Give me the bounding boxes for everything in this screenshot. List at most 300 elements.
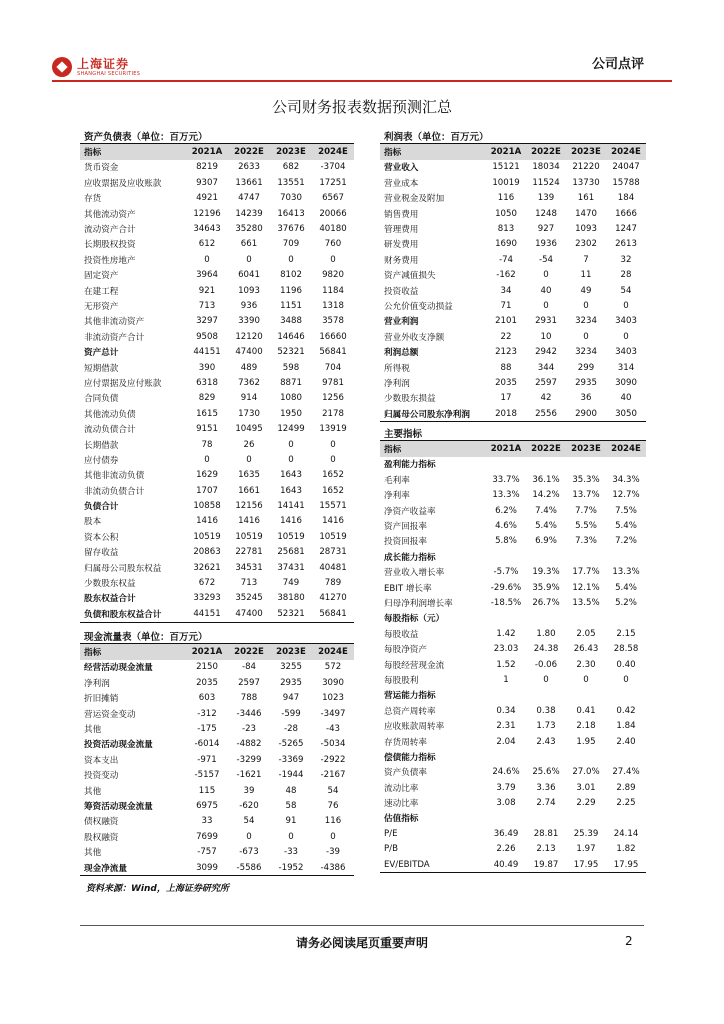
row-label: 归属母公司股东权益 [84, 563, 162, 574]
column-header: 2024E [606, 441, 646, 457]
table-cell: 1248 [535, 208, 557, 219]
page-number: 2 [625, 934, 633, 948]
table-cell [526, 611, 566, 626]
table-row [80, 529, 354, 544]
table-row [380, 391, 646, 406]
table-cell: 76 [327, 800, 339, 811]
row-label: 归母净利润增长率 [384, 598, 453, 609]
table-cell: 704 [324, 362, 342, 373]
row-label: 归属母公司股东净利润 [380, 406, 486, 422]
table-cell: 709 [282, 239, 300, 250]
table-row [380, 191, 646, 206]
row-label: 营业利润 [384, 317, 419, 328]
table-cell: 13.5% [572, 597, 600, 608]
table-row [80, 814, 354, 829]
table-cell: 1652 [322, 470, 344, 481]
table-row [80, 798, 354, 813]
table-cell: 58 [285, 800, 297, 811]
row-label: 应收票据及应收账款 [84, 178, 162, 189]
row-label: 其他非流动负债 [84, 471, 145, 482]
table-cell: 22 [500, 331, 512, 342]
table-cell: 35280 [235, 224, 263, 235]
column-header: 2021A [486, 144, 526, 160]
table-cell: 18034 [532, 162, 560, 173]
balance-sheet-table [80, 128, 354, 623]
table-cell: 1023 [322, 693, 344, 704]
table-cell: 15121 [492, 162, 520, 173]
table-cell: 598 [282, 362, 300, 373]
table-row [80, 768, 354, 783]
table-cell: 17.7% [572, 567, 600, 578]
table-cell: 2.15 [616, 628, 636, 639]
table-cell [526, 749, 566, 764]
table-row [380, 703, 646, 718]
row-label: 长期股权投资 [84, 240, 136, 251]
table-cell: 49 [580, 285, 592, 296]
column-header: 2022E [526, 144, 566, 160]
table-cell: 6567 [322, 193, 344, 204]
table-cell: 2178 [322, 408, 344, 419]
table-cell: 1247 [615, 224, 637, 235]
table-cell: 40.49 [486, 857, 526, 873]
table-cell: 16413 [277, 208, 305, 219]
table-cell: 2.04 [496, 736, 516, 747]
row-label: 资本公积 [84, 532, 119, 543]
table-cell: 52321 [277, 347, 305, 358]
table-cell [606, 611, 646, 626]
table-cell: 3390 [238, 316, 260, 327]
table-cell: 13.7% [572, 490, 600, 501]
table-cell: 2018 [486, 406, 526, 422]
table-row [380, 672, 646, 687]
table-row [380, 283, 646, 298]
table-cell: 5.4% [535, 521, 557, 532]
row-label: 净利润 [84, 678, 110, 689]
table-row [380, 237, 646, 252]
table-cell: 1.95 [576, 736, 596, 747]
table-cell: 40180 [319, 224, 347, 235]
table-row [380, 718, 646, 733]
table-cell: 713 [240, 578, 258, 589]
table-cell: 7.5% [615, 505, 637, 516]
table-cell: 299 [577, 362, 595, 373]
table-cell: 2931 [535, 316, 557, 327]
table-cell: 3099 [186, 860, 228, 876]
table-cell: 0 [583, 300, 589, 311]
table-cell: 36 [580, 393, 592, 404]
table-cell: 6.9% [535, 536, 557, 547]
table-cell: 2.26 [496, 844, 516, 855]
row-label: 资产总计 [84, 348, 119, 359]
table-cell: 17.95 [606, 857, 646, 873]
table-cell: 914 [240, 393, 258, 404]
table-cell: 3403 [615, 316, 637, 327]
table-row [80, 406, 354, 421]
brand-name-cn: 上海证券 [77, 56, 130, 71]
row-label: 经营活动现金流量 [84, 663, 153, 674]
row-label: 流动比率 [384, 783, 419, 794]
table-cell: 1416 [280, 516, 302, 527]
table-cell: 15788 [612, 177, 640, 188]
table-cell: 27.0% [572, 767, 600, 778]
table-cell: 48 [285, 785, 297, 796]
table-cell: 5.2% [615, 597, 637, 608]
column-header: 2023E [270, 144, 312, 160]
row-label: 存货 [84, 194, 102, 205]
row-label: 筹资活动现金流量 [84, 801, 153, 812]
table-row [380, 329, 646, 344]
row-label: 管理费用 [384, 225, 419, 236]
column-header: 指标 [80, 644, 186, 660]
table-cell: 1318 [322, 300, 344, 311]
row-label: 少数股东权益 [84, 579, 136, 590]
row-label: 债权融资 [84, 817, 119, 828]
table-row [380, 565, 646, 580]
row-label: 固定资产 [84, 271, 119, 282]
table-cell: 0 [288, 454, 294, 465]
table-cell: 1666 [615, 208, 637, 219]
table-cell: 24.38 [533, 644, 559, 655]
table-cell: 15571 [319, 501, 347, 512]
table-cell: 10519 [193, 531, 221, 542]
table-row [80, 375, 354, 390]
table-cell: 1950 [280, 408, 302, 419]
table-cell [486, 549, 526, 564]
table-cell: 36.1% [532, 474, 560, 485]
table-cell: -5157 [194, 770, 220, 781]
table-cell: 28 [620, 270, 632, 281]
table-cell: 0 [543, 674, 549, 685]
table-cell: 1050 [495, 208, 517, 219]
table-cell [566, 457, 606, 472]
row-label: 估值指标 [384, 814, 419, 825]
table-cell: 1.97 [576, 844, 596, 855]
row-label: 毛利率 [384, 475, 410, 486]
table-cell: 0 [246, 831, 252, 842]
table-row [380, 252, 646, 267]
table-row [380, 518, 646, 533]
table-cell: 116 [324, 816, 342, 827]
table-cell: 0 [288, 254, 294, 265]
page-title: 公司财务报表数据预测汇总 [271, 98, 452, 116]
row-label: 每股指标（元） [384, 614, 445, 625]
row-label: 盈利能力指标 [384, 460, 436, 471]
table-row [380, 375, 646, 390]
row-label: 利润总额 [384, 348, 419, 359]
table-cell: 28.58 [613, 644, 639, 655]
table-row [80, 421, 354, 436]
table-cell: 2613 [615, 239, 637, 250]
table-cell [566, 688, 606, 703]
table-cell: 42 [540, 393, 552, 404]
table-cell [606, 811, 646, 826]
table-cell: 26.7% [532, 597, 560, 608]
row-label: EV/EBITDA [380, 857, 486, 873]
table-cell: 6.2% [495, 505, 517, 516]
table-cell: 1.80 [536, 628, 556, 639]
row-label: P/B [384, 844, 398, 855]
row-label: 销售费用 [384, 209, 419, 220]
table-cell: 2123 [495, 347, 517, 358]
table-row [80, 344, 354, 359]
table-cell: 1.42 [496, 628, 516, 639]
table-cell: -74 [498, 254, 514, 265]
row-label: 成长能力指标 [384, 552, 436, 563]
table-cell: 1629 [196, 470, 218, 481]
table-row [80, 860, 354, 876]
table-cell: 0 [330, 254, 336, 265]
table-cell: 26 [243, 439, 255, 450]
table-cell: 11524 [532, 177, 560, 188]
table-cell: 14646 [277, 331, 305, 342]
table-row [380, 595, 646, 610]
table-cell: 1652 [322, 485, 344, 496]
table-cell: 2.30 [576, 659, 596, 670]
table-cell [566, 549, 606, 564]
row-label: 资产回报率 [384, 522, 427, 533]
table-cell: 2101 [495, 316, 517, 327]
table-cell: 936 [240, 300, 258, 311]
row-label: 每股经营现金流 [384, 660, 445, 671]
header-divider [52, 80, 672, 82]
table-cell: 1707 [196, 485, 218, 496]
table-cell: 0 [330, 439, 336, 450]
row-label: 负债和股东权益合计 [80, 606, 186, 622]
table-cell: 3297 [196, 316, 218, 327]
row-label: 财务费用 [384, 255, 419, 266]
table-cell: 78 [201, 439, 213, 450]
table-cell: -3369 [278, 754, 304, 765]
table-row [80, 468, 354, 483]
table-cell: 0.40 [616, 659, 636, 670]
table-caption: 现金流量表（单位：百万元） [80, 628, 354, 644]
table-row [380, 780, 646, 795]
table-row [80, 391, 354, 406]
table-cell: 1643 [280, 485, 302, 496]
table-cell: 115 [198, 785, 216, 796]
table-cell: -1952 [270, 860, 312, 876]
table-cell: 23.03 [493, 644, 519, 655]
table-cell: 12.1% [572, 582, 600, 593]
table-cell: -3299 [236, 754, 262, 765]
row-label: 折旧摊销 [84, 694, 119, 705]
table-cell: 947 [282, 693, 300, 704]
table-cell: -1621 [236, 770, 262, 781]
row-label: 现金净流量 [80, 860, 186, 876]
table-cell: 2.05 [576, 628, 596, 639]
table-cell: 35.3% [572, 474, 600, 485]
row-label: 研发费用 [384, 240, 419, 251]
table-cell: 7.7% [575, 505, 597, 516]
table-cell: 22781 [235, 547, 263, 558]
table-row [80, 675, 354, 690]
table-cell [486, 457, 526, 472]
table-cell: 39 [243, 785, 255, 796]
table-cell [486, 749, 526, 764]
table-row [80, 206, 354, 221]
table-row [380, 765, 646, 780]
table-cell: 2.18 [576, 721, 596, 732]
row-label: 营业收入增长率 [384, 568, 445, 579]
table-cell: -28 [283, 724, 299, 735]
row-label: 营业税金及附加 [384, 194, 445, 205]
row-label: 净利润 [384, 378, 410, 389]
table-cell: -0.06 [534, 659, 558, 670]
row-label: 其他 [84, 848, 102, 859]
row-label: 投资性房地产 [84, 255, 136, 266]
table-cell: 3234 [575, 347, 597, 358]
row-label: 长期借款 [84, 440, 119, 451]
table-cell: 88 [500, 362, 512, 373]
table-cell: 1416 [322, 516, 344, 527]
column-header: 2024E [312, 144, 354, 160]
table-cell: 2035 [495, 377, 517, 388]
table-cell: -84 [241, 662, 257, 673]
table-cell: 2633 [238, 162, 260, 173]
table-cell: 52321 [270, 606, 312, 622]
table-cell: 27.4% [612, 767, 640, 778]
table-cell: -1944 [278, 770, 304, 781]
row-label: 营业外收支净额 [384, 332, 445, 343]
table-cell [606, 457, 646, 472]
table-cell: 4747 [238, 193, 260, 204]
table-row [80, 252, 354, 267]
row-label: 其他流动资产 [84, 209, 136, 220]
table-cell: 788 [240, 693, 258, 704]
table-cell: 2.40 [616, 736, 636, 747]
table-cell: -162 [496, 270, 516, 281]
table-cell: 21220 [572, 162, 600, 173]
income-statement-table [380, 128, 646, 422]
table-cell: 3403 [615, 347, 637, 358]
table-row [80, 483, 354, 498]
table-cell: 1635 [238, 470, 260, 481]
table-cell [486, 611, 526, 626]
table-cell: 12.7% [612, 490, 640, 501]
table-row [380, 314, 646, 329]
table-row [80, 575, 354, 590]
table-cell: 24.14 [613, 828, 639, 839]
table-cell: 314 [617, 362, 635, 373]
table-cell: 32 [620, 254, 632, 265]
table-cell: 33293 [193, 593, 221, 604]
table-cell: 13661 [235, 177, 263, 188]
table-row [80, 560, 354, 575]
table-cell: 3.01 [576, 782, 596, 793]
column-header: 2022E [228, 144, 270, 160]
report-type: 公司点评 [591, 57, 644, 72]
table-cell: -18.5% [490, 597, 522, 608]
row-label: 无形资产 [84, 301, 119, 312]
table-cell [526, 811, 566, 826]
row-label: 资产减值损失 [384, 271, 436, 282]
column-header: 2021A [186, 144, 228, 160]
table-cell: 28731 [319, 547, 347, 558]
table-cell: 3964 [196, 270, 218, 281]
table-row [380, 749, 646, 764]
table-cell: -2167 [320, 770, 346, 781]
table-cell: -54 [538, 254, 554, 265]
table-cell [486, 688, 526, 703]
row-label: 每股股利 [384, 675, 419, 686]
table-cell: 33 [201, 816, 213, 827]
table-cell: 9307 [196, 177, 218, 188]
table-cell: 760 [324, 239, 342, 250]
table-cell: 1643 [280, 470, 302, 481]
table-cell: 1196 [280, 285, 302, 296]
brand-logo [52, 57, 140, 77]
table-cell: 56841 [319, 347, 347, 358]
table-row [80, 660, 354, 675]
table-cell: 34531 [235, 562, 263, 573]
row-label: 投资收益 [384, 286, 419, 297]
table-cell: 3234 [575, 316, 597, 327]
row-label: 每股收益 [384, 629, 419, 640]
table-cell: 40481 [319, 562, 347, 573]
table-cell: -43 [325, 724, 341, 735]
table-row [380, 641, 646, 656]
column-header: 2023E [566, 441, 606, 457]
table-cell: 14141 [277, 501, 305, 512]
table-cell: -620 [239, 800, 259, 811]
row-label: 留存收益 [84, 548, 119, 559]
table-cell: 32621 [193, 562, 221, 573]
table-cell: 184 [617, 193, 635, 204]
table-row [380, 857, 646, 873]
row-label: 投资回报率 [384, 537, 427, 548]
table-cell: 1416 [238, 516, 260, 527]
table-cell: 71 [500, 300, 512, 311]
table-cell: 14239 [235, 208, 263, 219]
table-cell: 2935 [575, 377, 597, 388]
table-cell: 1690 [495, 239, 517, 250]
table-cell: -39 [325, 847, 341, 858]
table-cell: 35.9% [532, 582, 560, 593]
table-cell: 8871 [280, 377, 302, 388]
table-cell: 1080 [280, 393, 302, 404]
table-cell: 0.34 [496, 705, 516, 716]
table-cell: -6014 [194, 739, 220, 750]
table-cell [606, 749, 646, 764]
row-label: 货币资金 [84, 163, 119, 174]
table-cell: 116 [497, 193, 515, 204]
table-cell: 4.6% [495, 521, 517, 532]
table-cell: 2597 [535, 377, 557, 388]
table-cell: 13730 [572, 177, 600, 188]
table-cell [606, 549, 646, 564]
column-header: 2022E [228, 644, 270, 660]
table-row [380, 488, 646, 503]
table-cell: 0 [288, 831, 294, 842]
table-row [380, 657, 646, 672]
table-cell: 0.38 [536, 705, 556, 716]
table-cell: 25.39 [573, 828, 599, 839]
table-cell: 12196 [193, 208, 221, 219]
table-cell: 91 [285, 816, 297, 827]
table-cell: 0.41 [576, 705, 596, 716]
table-cell: -2922 [320, 754, 346, 765]
table-cell: 2.13 [536, 844, 556, 855]
row-label: 流动资产合计 [84, 225, 136, 236]
row-label: EBIT 增长率 [384, 583, 432, 594]
table-cell: 19.87 [526, 857, 566, 873]
table-cell: 10519 [277, 531, 305, 542]
table-cell: -5265 [278, 739, 304, 750]
table-cell: 0 [246, 454, 252, 465]
table-cell: 0 [623, 300, 629, 311]
table-row [80, 221, 354, 236]
table-cell: 24.6% [492, 767, 520, 778]
